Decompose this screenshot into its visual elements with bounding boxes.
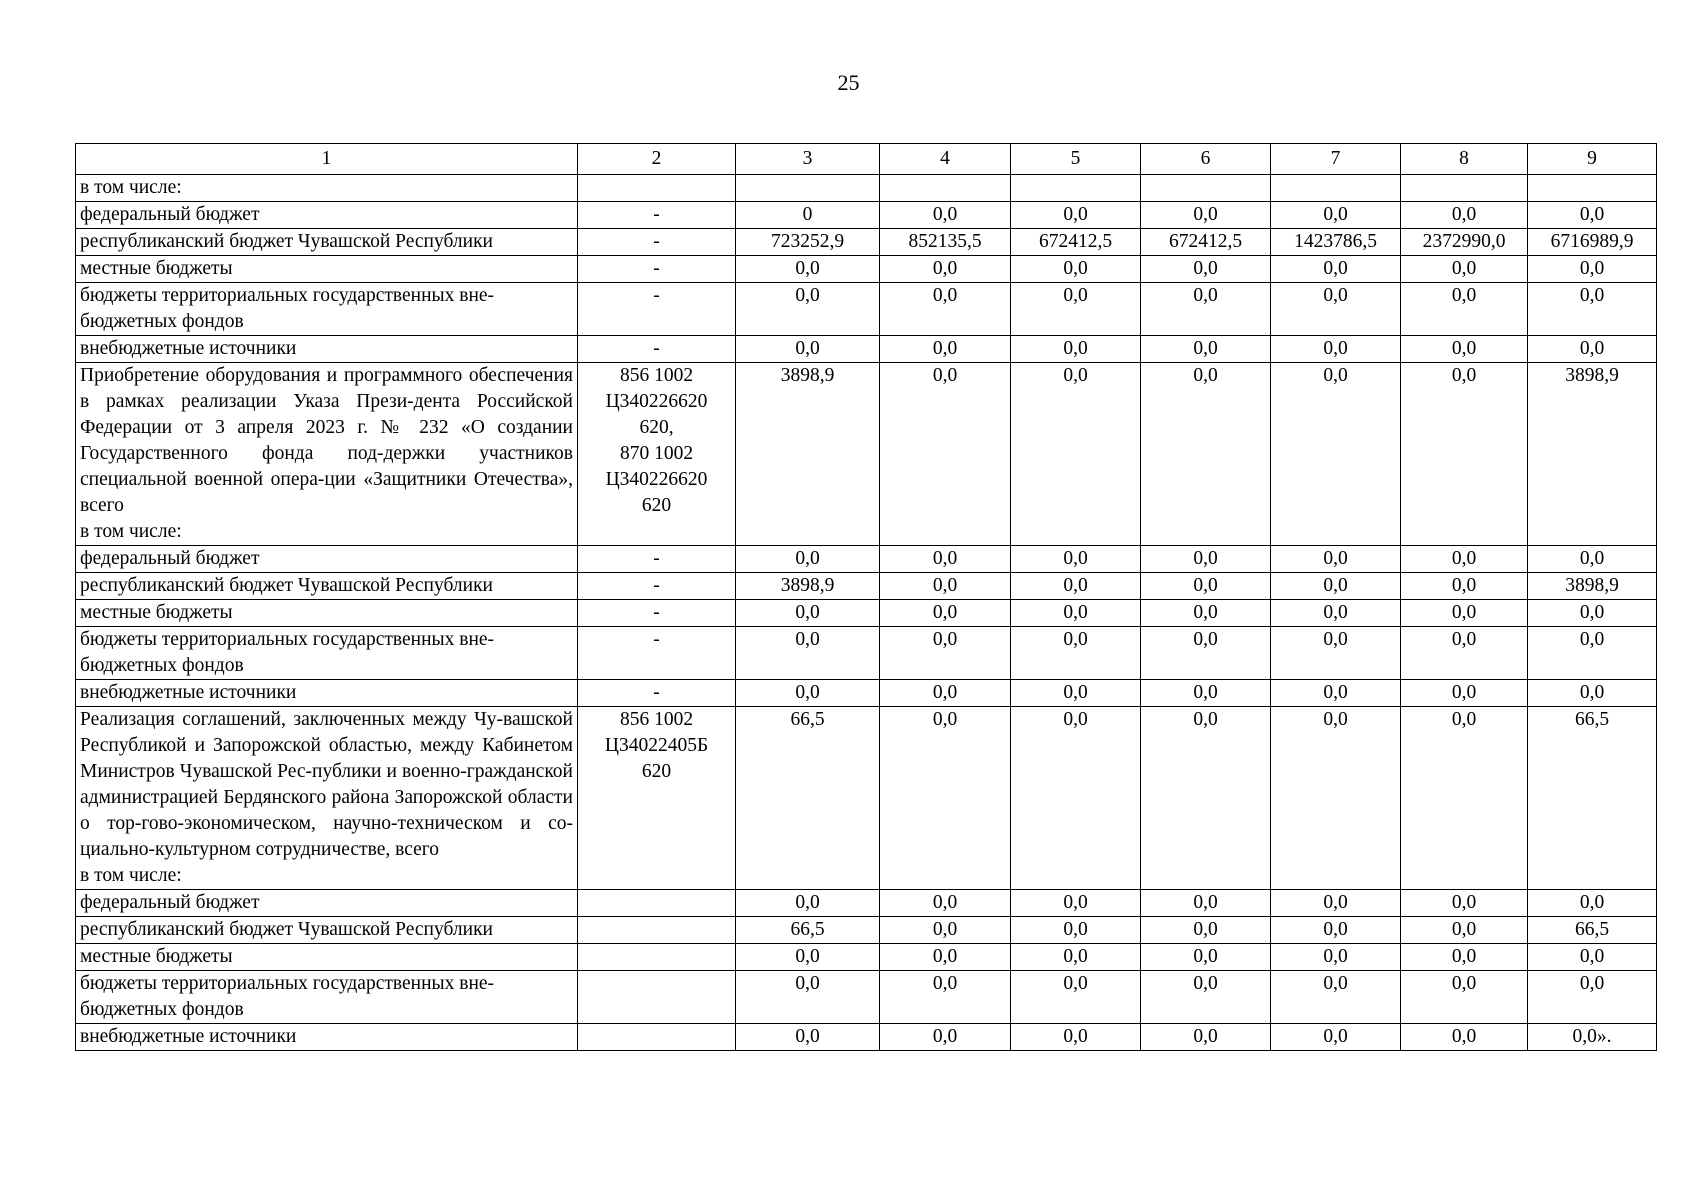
value-cell: 0,0: [1401, 890, 1528, 917]
value-cell: [736, 175, 880, 202]
budget-code-line: 856 1002: [619, 365, 694, 386]
value-cell: 0,0: [880, 944, 1011, 971]
value-cell: 0,0: [1401, 917, 1528, 944]
value-cell: 0,0: [1011, 256, 1141, 283]
row-name: республиканский бюджет Чувашской Республики: [80, 575, 493, 596]
row-name: федеральный бюджет: [80, 892, 260, 913]
column-header: 7: [1271, 144, 1401, 175]
value-cell: 0,0: [1401, 627, 1528, 680]
row-name: внебюджетные источники: [80, 1026, 297, 1047]
value-cell: 0,0: [880, 707, 1011, 890]
budget-code-line: -: [653, 548, 660, 569]
value-cell: 0,0: [1401, 707, 1528, 890]
value-cell: 0,0: [880, 283, 1011, 336]
value-cell: 0,0: [1141, 890, 1271, 917]
value-cell: [880, 175, 1011, 202]
row-subtitle: в том числе:: [80, 865, 182, 886]
budget-code-line: Ц340226620: [605, 469, 708, 490]
row-name-cell: [76, 917, 578, 944]
value-cell: 0,0: [880, 336, 1011, 363]
value-cell: 0,0: [1401, 944, 1528, 971]
row-name: бюджеты территориальных государственных вне-бюджетных фондов: [80, 973, 495, 1020]
value-cell: 0,0: [1271, 546, 1401, 573]
value-cell: 66,5: [736, 917, 880, 944]
row-name: внебюджетные источники: [80, 682, 297, 703]
value-cell: [1271, 175, 1401, 202]
value-cell: 0,0: [880, 202, 1011, 229]
value-cell: 66,5: [736, 707, 880, 890]
value-cell: 6716989,9: [1528, 229, 1657, 256]
budget-code-cell: [578, 363, 736, 546]
row-name-cell: [76, 546, 578, 573]
table-row: [76, 971, 1657, 1024]
value-cell: 0,0: [736, 1024, 880, 1051]
value-cell: 0,0: [1401, 336, 1528, 363]
value-cell: 0,0: [1141, 971, 1271, 1024]
value-cell: 0,0: [880, 573, 1011, 600]
value-cell: 0,0: [736, 283, 880, 336]
value-cell: 0,0: [1141, 680, 1271, 707]
value-cell: 0,0: [1401, 573, 1528, 600]
budget-code-line: -: [653, 602, 660, 623]
value-cell: 0,0: [880, 627, 1011, 680]
value-cell: 0,0: [1528, 336, 1657, 363]
value-cell: 66,5: [1528, 917, 1657, 944]
row-name: в том числе:: [80, 177, 182, 198]
value-cell: 0,0: [1528, 256, 1657, 283]
value-cell: 672412,5: [1141, 229, 1271, 256]
row-name-cell: [76, 336, 578, 363]
value-cell: 0,0: [1011, 707, 1141, 890]
row-name-cell: [76, 944, 578, 971]
budget-code-cell: [578, 229, 736, 256]
table-row: [76, 917, 1657, 944]
value-cell: 0,0: [1011, 680, 1141, 707]
budget-code-cell: [578, 890, 736, 917]
value-cell: 0,0: [1011, 944, 1141, 971]
value-cell: 0,0: [1528, 890, 1657, 917]
table-row: [76, 546, 1657, 573]
value-cell: 0,0: [1271, 336, 1401, 363]
value-cell: [1528, 175, 1657, 202]
table-row: [76, 363, 1657, 546]
value-cell: 0,0: [1141, 363, 1271, 546]
value-cell: 3898,9: [736, 573, 880, 600]
budget-code-line: 620: [641, 495, 672, 516]
value-cell: 0,0: [1271, 971, 1401, 1024]
column-header: 6: [1141, 144, 1271, 175]
value-cell: 0,0: [1011, 971, 1141, 1024]
row-name: федеральный бюджет: [80, 548, 260, 569]
row-name-cell: [76, 600, 578, 627]
value-cell: 0,0: [1011, 202, 1141, 229]
value-cell: 0,0: [1271, 363, 1401, 546]
value-cell: 0,0: [880, 1024, 1011, 1051]
value-cell: 0,0: [1528, 680, 1657, 707]
value-cell: [1011, 175, 1141, 202]
value-cell: 723252,9: [736, 229, 880, 256]
value-cell: 0,0: [1401, 971, 1528, 1024]
table-row: [76, 202, 1657, 229]
header-row: [76, 144, 1657, 175]
budget-code-line: -: [653, 629, 660, 650]
value-cell: 0,0: [736, 971, 880, 1024]
row-name: Реализация соглашений, заключенных между Чу-вашской Республикой и Запорожской областью, между Кабинетом Министров Чувашской Рес-публики и военно-гражданской администрацией Бердянского района Запорожской области о тор-гово-экономическом, научно-техническом и со-циально-культурном сотрудничестве, всего: [80, 709, 573, 860]
row-name: местные бюджеты: [80, 258, 233, 279]
value-cell: 0,0: [1401, 546, 1528, 573]
value-cell: 0,0: [1271, 573, 1401, 600]
value-cell: 0,0: [1141, 707, 1271, 890]
value-cell: 0,0: [880, 546, 1011, 573]
value-cell: 0,0: [736, 600, 880, 627]
value-cell: 0,0: [880, 256, 1011, 283]
budget-code-line: 856 1002: [619, 709, 694, 730]
value-cell: 0,0: [1011, 600, 1141, 627]
value-cell: 0,0: [1141, 944, 1271, 971]
value-cell: 0,0: [1141, 336, 1271, 363]
value-cell: 0,0: [1528, 971, 1657, 1024]
row-name: Приобретение оборудования и программного обеспечения в рамках реализации Указа Прези-дента Российской Федерации от 3 апреля 2023 г. № 232 «О создании Государственного фонда под-держки участников специальной военной опера-ции «Защитники Отечества», всего: [80, 365, 573, 516]
value-cell: 0,0: [1528, 600, 1657, 627]
row-name-cell: [76, 363, 578, 546]
row-name-cell: [76, 890, 578, 917]
row-name: местные бюджеты: [80, 602, 233, 623]
budget-code-cell: [578, 546, 736, 573]
value-cell: 0,0: [1271, 283, 1401, 336]
value-cell: 0,0: [1011, 1024, 1141, 1051]
row-name: республиканский бюджет Чувашской Республики: [80, 919, 493, 940]
table-row: [76, 627, 1657, 680]
table-row: [76, 600, 1657, 627]
budget-code-cell: [578, 680, 736, 707]
value-cell: 0,0: [1141, 1024, 1271, 1051]
budget-code-cell: [578, 627, 736, 680]
row-name: бюджеты территориальных государственных вне-бюджетных фондов: [80, 629, 495, 676]
budget-code-line: Ц34022405Б: [604, 735, 709, 756]
value-cell: 66,5: [1528, 707, 1657, 890]
budget-code-cell: [578, 202, 736, 229]
row-name: внебюджетные источники: [80, 338, 297, 359]
value-cell: 0,0: [1141, 256, 1271, 283]
value-cell: 0,0».: [1528, 1024, 1657, 1051]
row-name: местные бюджеты: [80, 946, 233, 967]
value-cell: 3898,9: [1528, 573, 1657, 600]
value-cell: 0,0: [736, 944, 880, 971]
budget-code-cell: [578, 971, 736, 1024]
value-cell: 0,0: [1271, 600, 1401, 627]
table-row: [76, 336, 1657, 363]
value-cell: 0,0: [1271, 627, 1401, 680]
value-cell: 0,0: [1271, 890, 1401, 917]
value-cell: 0,0: [1528, 944, 1657, 971]
budget-code-cell: [578, 336, 736, 363]
value-cell: 0,0: [1141, 546, 1271, 573]
column-header: 1: [76, 144, 578, 175]
table-row: [76, 229, 1657, 256]
value-cell: [1401, 175, 1528, 202]
value-cell: 0,0: [1401, 363, 1528, 546]
budget-code-cell: [578, 917, 736, 944]
value-cell: 0: [736, 202, 880, 229]
value-cell: [1141, 175, 1271, 202]
budget-code-line: -: [653, 682, 660, 703]
row-subtitle: в том числе:: [80, 521, 182, 542]
value-cell: 0,0: [736, 546, 880, 573]
value-cell: 0,0: [1401, 256, 1528, 283]
budget-code-line: 620,: [639, 417, 674, 438]
table-row: [76, 1024, 1657, 1051]
row-name-cell: [76, 680, 578, 707]
column-header: 5: [1011, 144, 1141, 175]
budget-code-cell: [578, 707, 736, 890]
value-cell: 0,0: [1528, 283, 1657, 336]
budget-code-line: 870 1002: [619, 443, 694, 464]
table-row: [76, 707, 1657, 890]
value-cell: 0,0: [736, 256, 880, 283]
value-cell: 0,0: [1141, 573, 1271, 600]
value-cell: 3898,9: [1528, 363, 1657, 546]
table-body: [76, 144, 1657, 1051]
budget-table: [75, 143, 1657, 1051]
value-cell: 0,0: [880, 971, 1011, 1024]
value-cell: 0,0: [1141, 627, 1271, 680]
value-cell: 0,0: [1401, 600, 1528, 627]
value-cell: 672412,5: [1011, 229, 1141, 256]
value-cell: 0,0: [1271, 944, 1401, 971]
table-row: [76, 680, 1657, 707]
row-name-cell: [76, 256, 578, 283]
page-number: 25: [837, 70, 860, 95]
value-cell: 2372990,0: [1401, 229, 1528, 256]
value-cell: 0,0: [1401, 1024, 1528, 1051]
value-cell: 0,0: [736, 336, 880, 363]
budget-code-line: Ц340226620: [605, 391, 708, 412]
value-cell: 3898,9: [736, 363, 880, 546]
budget-code-line: -: [653, 575, 660, 596]
row-name-cell: [76, 229, 578, 256]
value-cell: 0,0: [1011, 573, 1141, 600]
column-header: 4: [880, 144, 1011, 175]
value-cell: 0,0: [880, 600, 1011, 627]
row-name: федеральный бюджет: [80, 204, 260, 225]
column-header: 9: [1528, 144, 1657, 175]
budget-code-cell: [578, 283, 736, 336]
value-cell: 0,0: [1271, 707, 1401, 890]
column-header: 8: [1401, 144, 1528, 175]
budget-code-cell: [578, 573, 736, 600]
value-cell: 0,0: [1141, 917, 1271, 944]
value-cell: 0,0: [880, 680, 1011, 707]
budget-code-line: 620: [641, 761, 672, 782]
value-cell: 0,0: [1011, 917, 1141, 944]
value-cell: 0,0: [1141, 283, 1271, 336]
table-row: [76, 175, 1657, 202]
budget-code-cell: [578, 1024, 736, 1051]
value-cell: 0,0: [880, 890, 1011, 917]
value-cell: 852135,5: [880, 229, 1011, 256]
value-cell: 0,0: [1011, 283, 1141, 336]
value-cell: 1423786,5: [1271, 229, 1401, 256]
value-cell: 0,0: [880, 917, 1011, 944]
value-cell: 0,0: [1011, 627, 1141, 680]
value-cell: 0,0: [1271, 256, 1401, 283]
value-cell: 0,0: [1528, 546, 1657, 573]
budget-code-line: -: [653, 258, 660, 279]
row-name-cell: [76, 573, 578, 600]
value-cell: 0,0: [1271, 680, 1401, 707]
value-cell: 0,0: [1011, 890, 1141, 917]
column-header: 2: [578, 144, 736, 175]
budget-code-line: -: [653, 204, 660, 225]
row-name-cell: [76, 707, 578, 890]
row-name-cell: [76, 627, 578, 680]
budget-code-line: -: [653, 231, 660, 252]
budget-code-cell: [578, 175, 736, 202]
table-row: [76, 256, 1657, 283]
value-cell: 0,0: [736, 680, 880, 707]
row-name-cell: [76, 971, 578, 1024]
row-name-cell: [76, 202, 578, 229]
column-header: 3: [736, 144, 880, 175]
value-cell: 0,0: [1011, 546, 1141, 573]
value-cell: 0,0: [1141, 202, 1271, 229]
value-cell: 0,0: [1141, 600, 1271, 627]
budget-code-line: -: [653, 338, 660, 359]
value-cell: 0,0: [1401, 283, 1528, 336]
budget-code-line: -: [653, 285, 660, 306]
table-row: [76, 944, 1657, 971]
value-cell: 0,0: [880, 363, 1011, 546]
value-cell: 0,0: [1528, 202, 1657, 229]
value-cell: 0,0: [736, 627, 880, 680]
value-cell: 0,0: [1271, 917, 1401, 944]
row-name: республиканский бюджет Чувашской Республики: [80, 231, 493, 252]
value-cell: 0,0: [1401, 202, 1528, 229]
value-cell: 0,0: [1011, 336, 1141, 363]
table-row: [76, 890, 1657, 917]
table-row: [76, 283, 1657, 336]
value-cell: 0,0: [736, 890, 880, 917]
row-name-cell: [76, 283, 578, 336]
row-name-cell: [76, 175, 578, 202]
row-name-cell: [76, 1024, 578, 1051]
budget-code-cell: [578, 256, 736, 283]
budget-code-cell: [578, 944, 736, 971]
row-name: бюджеты территориальных государственных вне-бюджетных фондов: [80, 285, 495, 332]
value-cell: 0,0: [1528, 627, 1657, 680]
value-cell: 0,0: [1011, 363, 1141, 546]
value-cell: 0,0: [1271, 1024, 1401, 1051]
value-cell: 0,0: [1401, 680, 1528, 707]
value-cell: 0,0: [1271, 202, 1401, 229]
budget-code-cell: [578, 600, 736, 627]
table-row: [76, 573, 1657, 600]
